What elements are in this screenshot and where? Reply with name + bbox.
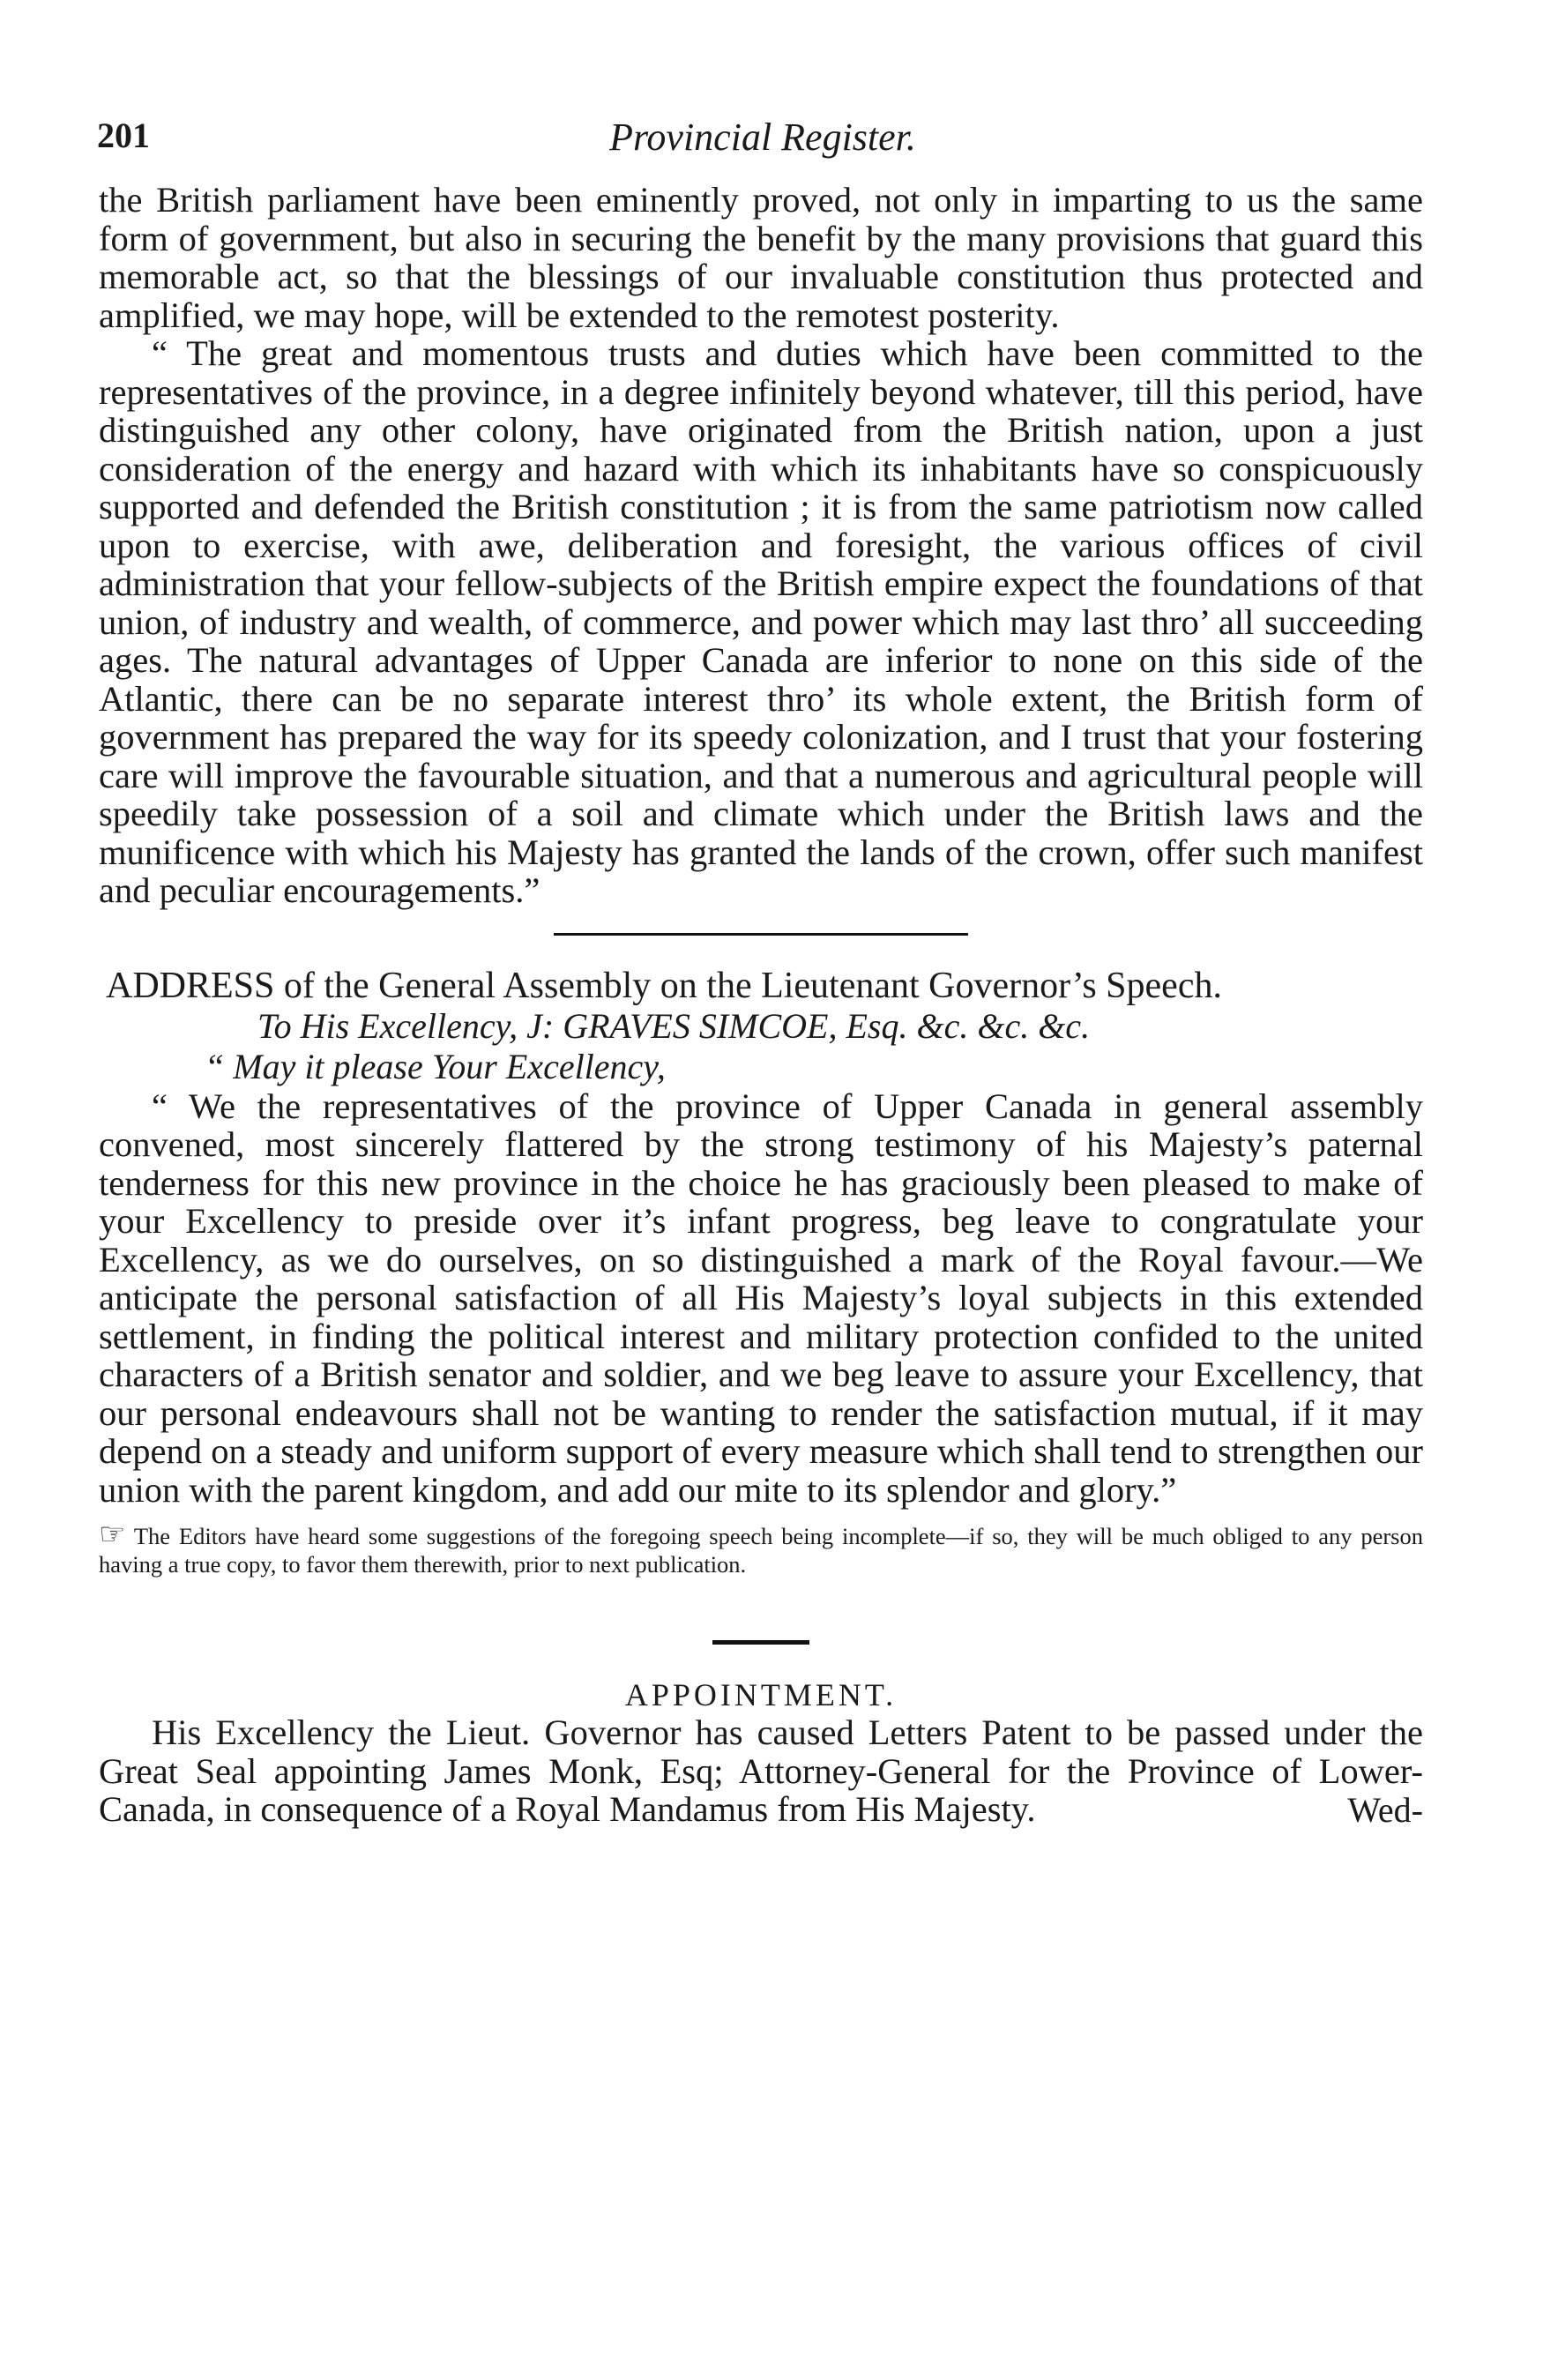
appointment-title: APPOINTMENT. xyxy=(624,1677,898,1712)
pointing-hand-icon: ☞ xyxy=(99,1518,126,1551)
editors-note-text: The Editors have heard some suggestions of the foregoing speech being incomplete—if so, they will be much obliged to any person having a true copy, to favor them therewith, prior to next publication. xyxy=(99,1523,1423,1578)
paragraph-speech: “ The great and momentous trusts and duties which have been committed to the representatives of the province, in a degree infinitely beyond whatever, till this period, have distinguished any other colony, have originated from the British nation, upon a just consideration of the energy and hazard with which its inhabitants have so conspicuously supported and defended the British constitution ; it is from the same patriotism now called upon to exercise, with awe, deliberation and foresight, the various offices of civil administration that your fellow-subjects of the British empire expect the foundations of that union, of industry and wealth, of commerce, and power which may last thro’ all succeeding ages. The natural advantages of Upper Canada are inferior to none on this side of the Atlantic, there can be no separate interest thro’ its whole extent, the British form of government has prepared the way for its speedy colonization, and I trust that your fostering care will improve the favourable situation, and that a numerous and agricultural people will speedily take possession of a soil and climate which under the British laws and the munificence with which his Majesty has granted the lands of the crown, offer such manifest and peculiar encouragements.” xyxy=(99,333,1423,910)
address-heading: ADDRESS of the General Assembly on the Lieutenant Governor’s Speech. xyxy=(106,965,1222,1006)
section-divider xyxy=(554,933,968,936)
editors-note xyxy=(99,1518,1423,1578)
page-body xyxy=(99,181,1423,1829)
appointment-body: His Excellency the Lieut. Governor has caused Letters Patent to be passed under the Great Seal appointing James Monk, Esq; Attorney-General for the Province of Lower-Canada, in consequence of a Royal Mandamus from His Majesty. xyxy=(99,1712,1423,1829)
address-body: “ We the representatives of the province of Upper Canada in general assembly convened, most sincerely flattered by the strong testimony of his Majesty’s paternal tenderness for this new province in the choice he has graciously been pleased to make of your Excellency to preside over it’s infant progress, beg leave to congratulate your Excellency, as we do ourselves, on so distinguished a mark of the Royal favour.—We anticipate the personal satisfaction of all His Majesty’s loyal subjects in this extended settlement, in finding the political interest and military protection confided to the united characters of a British senator and soldier, and we beg leave to assure your Excellency, that our personal endeavours shall not be wanting to render the satisfaction mutual, if it may depend on a steady and uniform support of every measure which shall tend to strengthen our union with the parent kingdom, and add our mite to its splendor and glory.” xyxy=(99,1086,1423,1510)
catchword: Wed- xyxy=(1347,1789,1423,1830)
page-number: 201 xyxy=(97,116,150,155)
section-divider-short xyxy=(712,1640,809,1645)
page-header xyxy=(97,115,1428,176)
running-title: Provincial Register. xyxy=(609,116,916,159)
address-to-line: To His Excellency, J: GRAVES SIMCOE, Esq. &c. &c. &c. xyxy=(257,1005,1091,1046)
address-salutation: “ May it please Your Excellency, xyxy=(205,1046,666,1086)
paragraph-continuation: the British parliament have been eminently proved, not only in imparting to us the same form of government, but also in securing the benefit by the many provisions that guard this memorable act, so that the blessings of our invaluable constitution thus protected and amplified, we may hope, will be extended to the remotest posterity. xyxy=(99,180,1423,335)
